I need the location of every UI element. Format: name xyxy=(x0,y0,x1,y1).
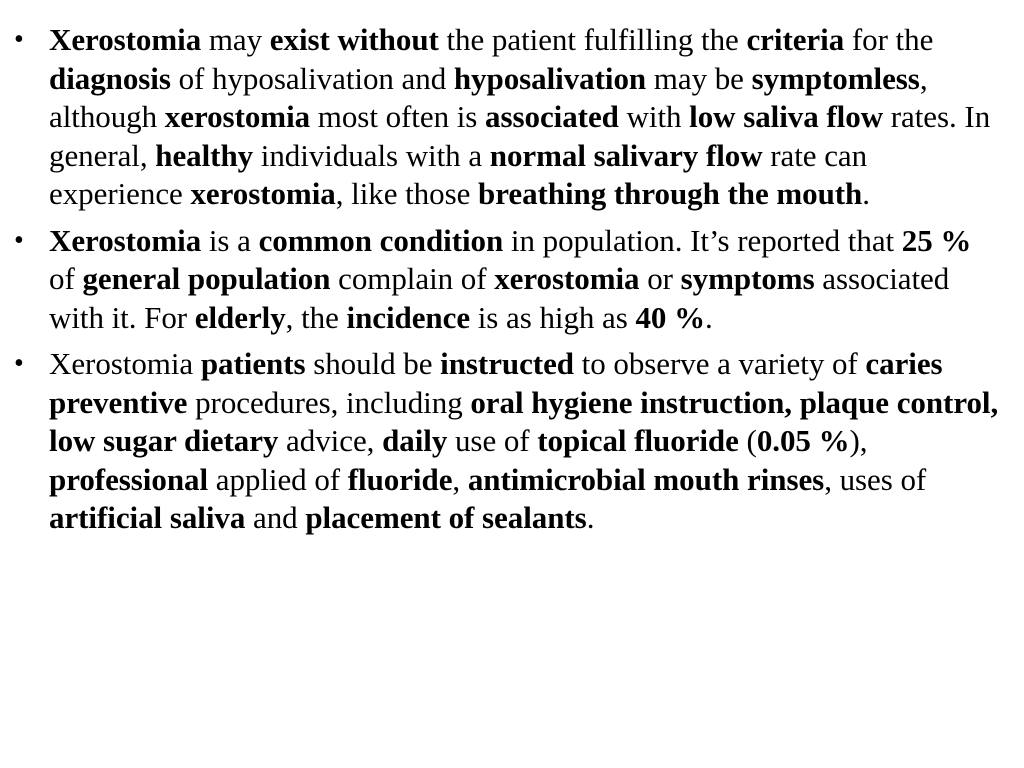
text-segment: complain of xyxy=(330,261,495,296)
bullet-icon: • xyxy=(14,348,24,379)
text-segment: . xyxy=(586,500,595,535)
bold-text-segment: xerostomia xyxy=(164,99,311,134)
bold-text-segment: placement of sealants xyxy=(305,500,587,535)
bold-text-segment: 40 % xyxy=(635,299,706,335)
bold-text-segment: normal salivary flow xyxy=(489,137,763,173)
text-segment: may xyxy=(201,22,270,57)
bullet-text xyxy=(49,22,990,211)
bold-text-segment: symptomless xyxy=(751,60,920,96)
bold-text-segment: xerostomia xyxy=(494,261,640,296)
bullet-item-2 xyxy=(14,222,1004,338)
bold-text-segment: topical fluoride xyxy=(537,423,739,458)
text-segment: may be xyxy=(646,60,752,96)
text-segment: of hyposalivation and xyxy=(170,60,454,96)
bullet-text xyxy=(49,223,971,335)
text-segment: associated with it. For xyxy=(49,261,950,335)
text-segment: applied of xyxy=(208,461,348,497)
text-segment: , the xyxy=(285,299,347,335)
bold-text-segment: general population xyxy=(82,261,331,296)
bold-text-segment: caries preventive xyxy=(49,346,943,420)
bold-text-segment: associated xyxy=(485,99,619,134)
bold-text-segment: artificial saliva xyxy=(49,500,246,535)
text-segment: to observe a variety of xyxy=(573,346,866,381)
bullet-text xyxy=(49,346,998,535)
text-segment: , xyxy=(452,461,468,497)
bold-text-segment: daily xyxy=(382,423,448,458)
bold-text-segment: instructed xyxy=(440,346,574,381)
text-segment: , although xyxy=(49,60,928,134)
bold-text-segment: healthy xyxy=(155,137,254,173)
bold-text-segment: Xerostomia xyxy=(49,22,202,57)
text-segment: for the xyxy=(844,22,934,57)
text-segment: . xyxy=(705,299,713,335)
bold-text-segment: low saliva flow xyxy=(689,99,884,134)
bold-text-segment: 0.05 % xyxy=(756,423,850,458)
bold-text-segment: symptoms xyxy=(680,261,815,296)
bold-text-segment: antimicrobial mouth rinses xyxy=(467,461,825,497)
text-segment: use of xyxy=(447,423,538,458)
text-segment: or xyxy=(639,261,681,296)
bullet-list xyxy=(14,21,1004,546)
text-segment: of xyxy=(49,261,83,296)
bullet-item-3 xyxy=(14,345,1004,538)
text-segment: is a xyxy=(201,222,259,258)
text-segment: is as high as xyxy=(470,299,636,335)
text-segment: procedures, including xyxy=(187,384,471,420)
text-segment: in population. It’s reported that xyxy=(503,222,902,258)
bullet-icon: • xyxy=(14,24,24,55)
bullet-icon: • xyxy=(14,224,24,256)
text-segment: rate can experience xyxy=(49,137,868,211)
bold-text-segment: professional xyxy=(49,461,209,497)
text-segment: rates. In general, xyxy=(49,99,991,173)
bullet-item-1 xyxy=(14,21,1004,214)
text-segment: advice, xyxy=(278,423,383,458)
bold-text-segment: diagnosis xyxy=(49,60,171,96)
text-segment: most often is xyxy=(310,99,486,134)
text-segment: and xyxy=(245,500,306,535)
bold-text-segment: criteria xyxy=(746,22,845,57)
text-segment: should be xyxy=(305,346,441,381)
text-segment: Xerostomia xyxy=(49,346,201,381)
bold-text-segment: oral hygiene instruction, plaque control, low sugar dietary xyxy=(49,384,999,458)
bold-text-segment: breathing through the mouth xyxy=(478,176,863,211)
bold-text-segment: xerostomia xyxy=(190,176,336,211)
bold-text-segment: Xerostomia xyxy=(49,222,202,258)
bold-text-segment: common condition xyxy=(258,222,504,258)
bold-text-segment: elderly xyxy=(194,299,286,335)
bold-text-segment: 25 % xyxy=(901,222,972,258)
bold-text-segment: hyposalivation xyxy=(453,60,647,96)
bold-text-segment: incidence xyxy=(346,299,471,335)
bold-text-segment: fluoride xyxy=(347,461,453,497)
bold-text-segment: exist without xyxy=(269,22,439,57)
text-segment: , like those xyxy=(335,176,479,211)
text-segment: ( xyxy=(738,423,757,458)
bold-text-segment: patients xyxy=(200,346,306,381)
text-segment: . xyxy=(862,176,870,211)
text-segment: individuals with a xyxy=(253,137,490,173)
text-segment: ), xyxy=(849,423,868,458)
text-segment: , uses of xyxy=(824,461,927,497)
text-segment: the patient fulfilling the xyxy=(438,22,747,57)
text-segment: with xyxy=(618,99,690,134)
